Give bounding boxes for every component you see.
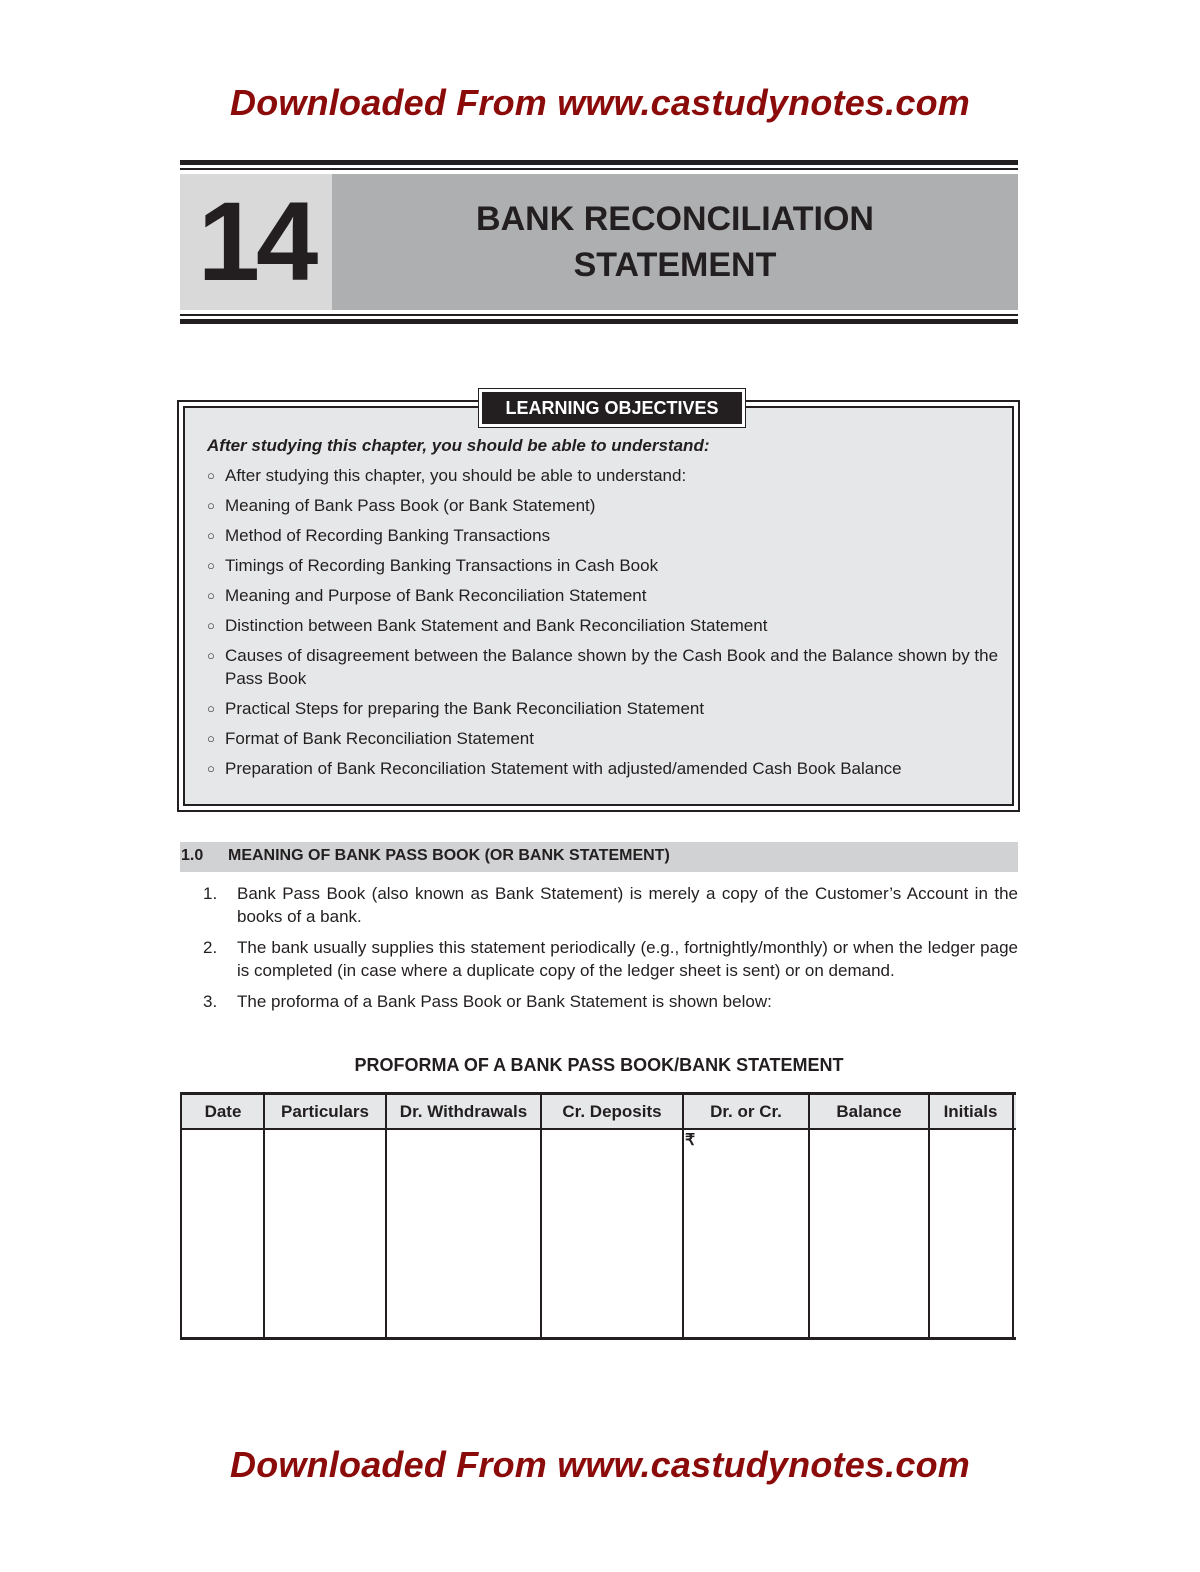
watermark-top: Downloaded From www.castudynotes.com — [230, 82, 970, 123]
objective-text: Timings of Recording Banking Transactions in Cash Book — [225, 556, 659, 575]
pass-book-table — [180, 1092, 1016, 1340]
bullet-icon: ○ — [207, 588, 215, 603]
column-header-withdrawals: Dr. Withdrawals — [399, 1102, 528, 1121]
bullet-icon: ○ — [207, 648, 215, 663]
column-divider — [540, 1095, 542, 1337]
objective-item — [207, 727, 1007, 750]
objective-text: Meaning and Purpose of Bank Reconciliation Statement — [225, 586, 647, 605]
objective-item — [207, 757, 1007, 780]
column-divider — [808, 1095, 810, 1337]
point-text: Bank Pass Book (also known as Bank Statement) is merely a copy of the Customer’s Account in the books of a bank. — [237, 884, 1018, 926]
column-header-initials: Initials — [943, 1102, 998, 1121]
section-number: 1.0 — [181, 847, 204, 864]
point-item — [203, 936, 1018, 982]
objective-item — [207, 584, 1007, 607]
column-divider — [385, 1095, 387, 1337]
header-rule — [180, 319, 1018, 324]
point-text: The bank usually supplies this statement periodically (e.g., fortnightly/monthly) or when the ledger page is completed (in case where a duplicate copy of the ledger sheet is sent) or on demand. — [237, 938, 1018, 980]
point-item — [203, 990, 1018, 1013]
watermark-bottom: Downloaded From www.castudynotes.com — [230, 1444, 970, 1485]
chapter-number: 14 — [197, 179, 315, 304]
objective-text: Format of Bank Reconciliation Statement — [225, 729, 534, 748]
objective-text: Causes of disagreement between the Balance shown by the Cash Book and the Balance shown by the Pass Book — [225, 646, 999, 688]
bullet-icon: ○ — [207, 468, 215, 483]
section-points — [203, 882, 1018, 1021]
objective-item — [207, 554, 1007, 577]
objective-text: Preparation of Bank Reconciliation Statement with adjusted/amended Cash Book Balance — [225, 759, 902, 778]
chapter-title — [332, 196, 1018, 288]
bullet-icon: ○ — [207, 498, 215, 513]
column-header-particulars: Particulars — [281, 1102, 369, 1121]
objective-text: Method of Recording Banking Transactions — [225, 526, 551, 545]
objective-item — [207, 524, 1007, 547]
objective-text: Practical Steps for preparing the Bank Reconciliation Statement — [225, 699, 705, 718]
learning-objectives-list — [207, 464, 1007, 787]
header-rule — [180, 160, 1018, 165]
objective-item — [207, 697, 1007, 720]
objective-item — [207, 614, 1007, 637]
objective-item — [207, 494, 1007, 517]
learning-objectives-tab: LEARNING OBJECTIVES — [479, 389, 745, 427]
point-text: The proforma of a Bank Pass Book or Bank Statement is shown below: — [237, 992, 772, 1011]
column-divider — [263, 1095, 265, 1337]
chapter-title-line2: STATEMENT — [573, 246, 777, 284]
objective-text: After studying this chapter, you should be able to understand: — [225, 466, 687, 485]
column-divider — [682, 1095, 684, 1337]
column-header-deposits: Cr. Deposits — [562, 1102, 662, 1121]
objective-item — [207, 464, 1007, 487]
table-header-rule — [180, 1128, 1016, 1130]
bullet-icon: ○ — [207, 528, 215, 543]
point-number: 2. — [203, 938, 218, 957]
bullet-icon: ○ — [207, 761, 215, 776]
column-divider — [180, 1095, 182, 1337]
point-number: 3. — [203, 992, 218, 1011]
table-bottom-rule — [180, 1337, 1016, 1340]
rupee-symbol: ₹ — [685, 1132, 696, 1149]
chapter-title-line1: BANK RECONCILIATION — [476, 200, 874, 238]
bullet-icon: ○ — [207, 701, 215, 716]
header-rule — [180, 168, 1018, 170]
bullet-icon: ○ — [207, 558, 215, 573]
objective-text: Distinction between Bank Statement and Bank Reconciliation Statement — [225, 616, 768, 635]
objective-item — [207, 644, 1007, 690]
header-rule — [180, 314, 1018, 316]
column-divider — [928, 1095, 930, 1337]
bullet-icon: ○ — [207, 731, 215, 746]
section-title: MEANING OF BANK PASS BOOK (OR BANK STATEMENT) — [228, 847, 670, 864]
column-header-date: Date — [204, 1102, 242, 1121]
learning-objectives-intro: After studying this chapter, you should be able to understand: — [207, 436, 710, 455]
chapter-header — [180, 160, 1018, 326]
point-item — [203, 882, 1018, 928]
proforma-title: PROFORMA OF A BANK PASS BOOK/BANK STATEMENT — [354, 1055, 844, 1075]
column-header-balance: Balance — [836, 1102, 902, 1121]
column-divider — [1012, 1095, 1014, 1337]
column-header-dr-cr: Dr. or Cr. — [710, 1102, 782, 1121]
point-number: 1. — [203, 884, 218, 903]
objective-text: Meaning of Bank Pass Book (or Bank Statement) — [225, 496, 596, 515]
bullet-icon: ○ — [207, 618, 215, 633]
